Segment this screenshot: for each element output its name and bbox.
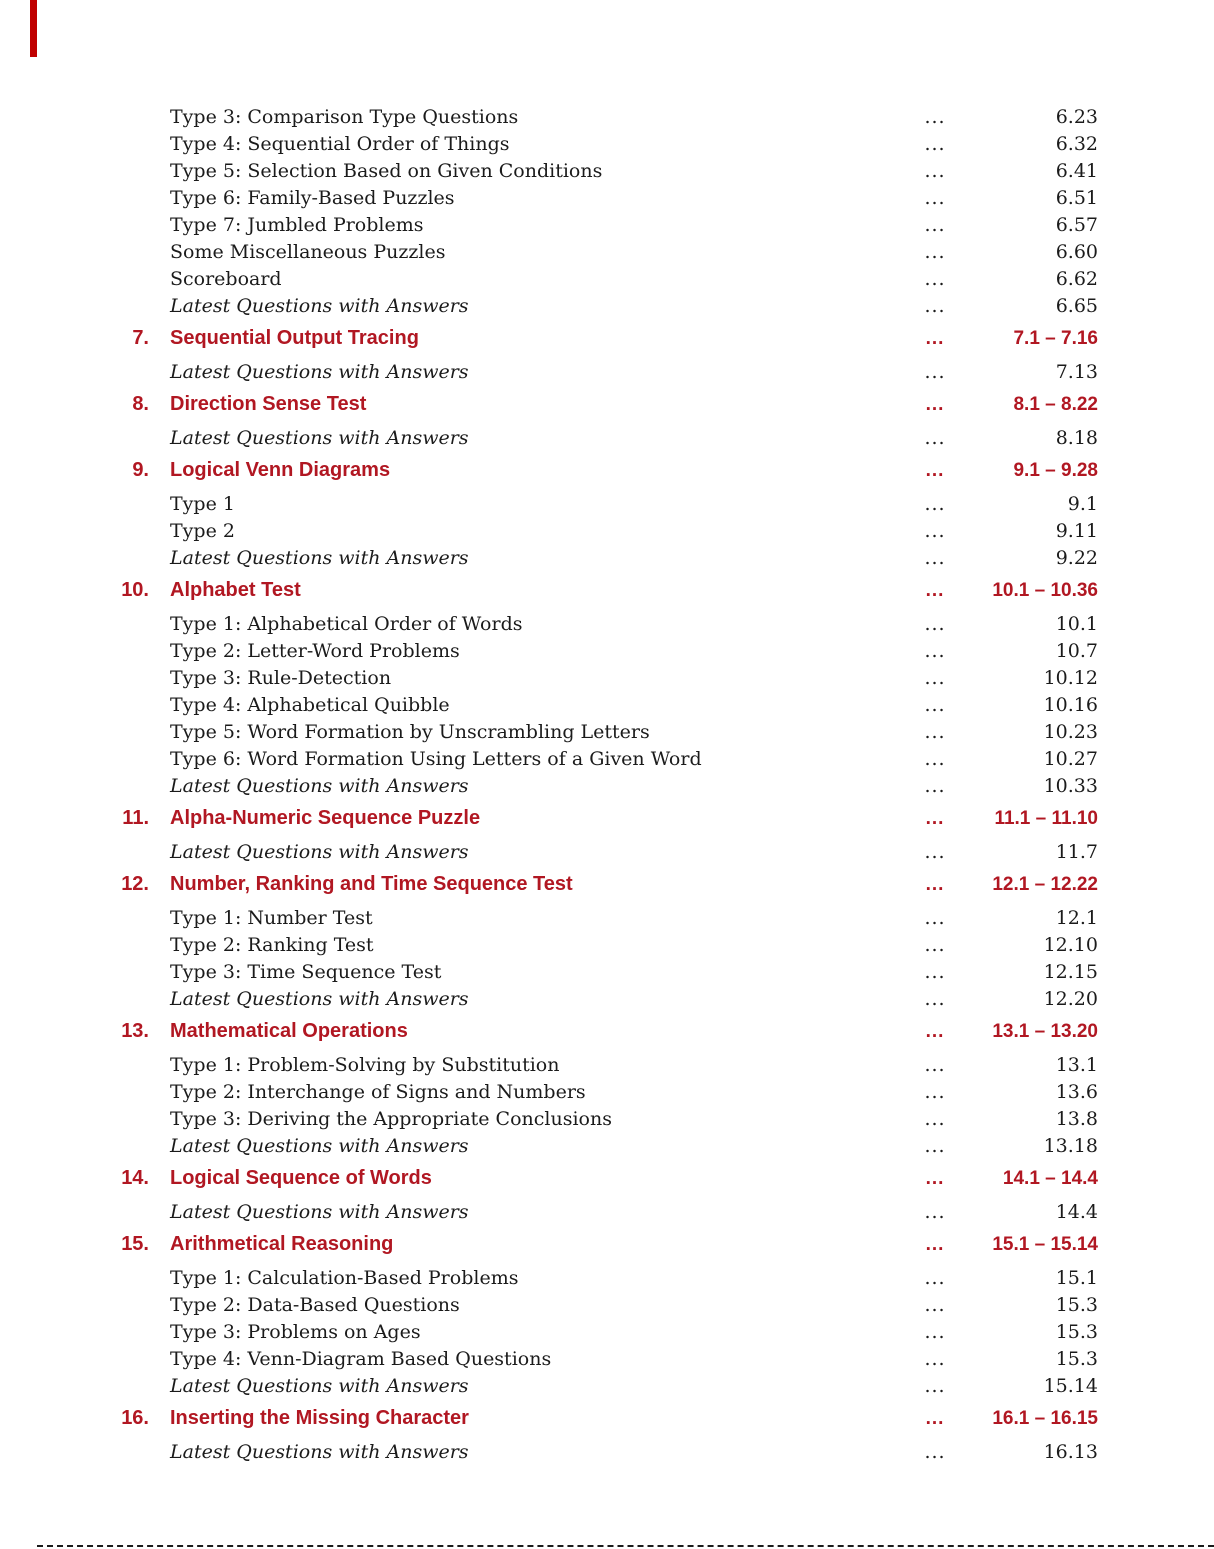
page-number: 13.18 (1043, 1134, 1098, 1157)
entry-title: Latest Questions with Answers (170, 840, 469, 863)
toc-entry-row (118, 1291, 1098, 1318)
dot-leader: ... (925, 1167, 945, 1189)
toc-entry-row (118, 772, 1098, 799)
dot-leader: ... (924, 159, 946, 182)
chapter-number: 14. (121, 1167, 149, 1189)
toc-entry-row (118, 838, 1098, 865)
toc-entry-row (118, 490, 1098, 517)
chapter-number: 12. (121, 873, 149, 895)
entry-title: Type 3: Time Sequence Test (170, 960, 442, 983)
page-number: 9.11 (1055, 519, 1098, 542)
toc-chapter-row (118, 577, 1098, 604)
entry-title: Latest Questions with Answers (170, 426, 469, 449)
entry-title: Type 4: Alphabetical Quibble (170, 693, 450, 716)
dot-leader: ... (924, 360, 946, 383)
entry-title: Alphabet Test (170, 579, 301, 601)
toc-entry-row (118, 358, 1098, 385)
toc-chapter-row (118, 1405, 1098, 1432)
page-number: 9.1 – 9.28 (1013, 459, 1098, 481)
dot-leader: ... (924, 105, 946, 128)
page-number: 10.1 – 10.36 (992, 579, 1098, 601)
dot-leader: ... (924, 747, 946, 770)
page-number: 14.4 (1055, 1200, 1098, 1223)
toc-entry-row (118, 1318, 1098, 1345)
chapter-number: 9. (132, 459, 149, 481)
page-number: 12.1 – 12.22 (992, 873, 1098, 895)
dot-leader: ... (924, 840, 946, 863)
dot-leader: ... (924, 267, 946, 290)
toc-entry-row (118, 931, 1098, 958)
entry-title: Type 6: Family-Based Puzzles (170, 186, 455, 209)
dot-leader: ... (924, 546, 946, 569)
chapter-number: 16. (121, 1407, 149, 1429)
toc-entry-row (118, 610, 1098, 637)
dot-leader: ... (924, 1107, 946, 1130)
dot-leader: ... (925, 1020, 945, 1042)
dot-leader: ... (924, 426, 946, 449)
dot-leader: ... (924, 639, 946, 662)
toc-entry-row (118, 1372, 1098, 1399)
page-number: 6.23 (1055, 105, 1098, 128)
page-number: 15.3 (1055, 1293, 1098, 1316)
dot-leader: ... (924, 1266, 946, 1289)
page-number: 10.16 (1043, 693, 1098, 716)
dot-leader: ... (924, 774, 946, 797)
dot-leader: ... (925, 459, 945, 481)
dot-leader: ... (925, 327, 945, 349)
entry-title: Some Miscellaneous Puzzles (170, 240, 446, 263)
page-number: 13.1 (1055, 1053, 1098, 1076)
chapter-number: 7. (132, 327, 149, 349)
page-number: 15.14 (1043, 1374, 1098, 1397)
entry-title: Logical Sequence of Words (170, 1167, 432, 1189)
toc-entry-row (118, 745, 1098, 772)
page-number: 15.1 (1055, 1266, 1098, 1289)
dot-leader: ... (925, 873, 945, 895)
entry-title: Type 2: Interchange of Signs and Numbers (170, 1080, 586, 1103)
toc-entry-row (118, 958, 1098, 985)
page-number: 10.7 (1055, 639, 1098, 662)
toc-entry-row (118, 985, 1098, 1012)
entry-title: Arithmetical Reasoning (170, 1233, 394, 1255)
table-of-contents (118, 103, 1098, 1465)
page-number: 7.13 (1055, 360, 1098, 383)
page-number: 9.1 (1067, 492, 1098, 515)
dot-leader: ... (924, 492, 946, 515)
page-number: 13.8 (1055, 1107, 1098, 1130)
dot-leader: ... (925, 807, 945, 829)
page-number: 7.1 – 7.16 (1013, 327, 1098, 349)
entry-title: Type 1: Calculation-Based Problems (170, 1266, 519, 1289)
dot-leader: ... (924, 1347, 946, 1370)
page-number: 13.6 (1055, 1080, 1098, 1103)
entry-title: Type 3: Rule-Detection (170, 666, 392, 689)
toc-chapter-row (118, 1165, 1098, 1192)
dot-leader: ... (924, 612, 946, 635)
toc-entry-row (118, 130, 1098, 157)
entry-title: Type 3: Problems on Ages (170, 1320, 421, 1343)
page-number: 6.41 (1055, 159, 1098, 182)
toc-entry-row (118, 637, 1098, 664)
dot-leader: ... (925, 579, 945, 601)
entry-title: Latest Questions with Answers (170, 987, 469, 1010)
entry-title: Direction Sense Test (170, 393, 367, 415)
entry-title: Type 1: Number Test (170, 906, 373, 929)
entry-title: Type 3: Comparison Type Questions (170, 105, 519, 128)
page-number: 15.3 (1055, 1320, 1098, 1343)
entry-title: Type 1 (170, 492, 235, 515)
page-number: 10.27 (1043, 747, 1098, 770)
chapter-number: 15. (121, 1233, 149, 1255)
dot-leader: ... (924, 693, 946, 716)
dot-leader: ... (924, 720, 946, 743)
entry-title: Type 2: Letter-Word Problems (170, 639, 460, 662)
dot-leader: ... (925, 1233, 945, 1255)
dot-leader: ... (924, 132, 946, 155)
entry-title: Type 1: Alphabetical Order of Words (170, 612, 523, 635)
toc-entry-row (118, 1345, 1098, 1372)
toc-entry-row (118, 904, 1098, 931)
dot-leader: ... (924, 1293, 946, 1316)
chapter-number: 11. (122, 807, 149, 829)
page-number: 9.22 (1055, 546, 1098, 569)
dot-leader: ... (924, 906, 946, 929)
dot-leader: ... (924, 933, 946, 956)
entry-title: Type 3: Deriving the Appropriate Conclusions (170, 1107, 612, 1130)
entry-title: Type 1: Problem-Solving by Substitution (170, 1053, 560, 1076)
page-number: 11.7 (1055, 840, 1098, 863)
toc-entry-row (118, 1198, 1098, 1225)
page-number: 13.1 – 13.20 (992, 1020, 1098, 1042)
page-number: 15.1 – 15.14 (992, 1233, 1098, 1255)
toc-entry-row (118, 1438, 1098, 1465)
chapter-number: 13. (121, 1020, 149, 1042)
dot-leader: ... (924, 186, 946, 209)
dot-leader: ... (924, 960, 946, 983)
toc-chapter-row (118, 391, 1098, 418)
page-number: 14.1 – 14.4 (1002, 1167, 1098, 1189)
dot-leader: ... (924, 987, 946, 1010)
entry-title: Type 5: Selection Based on Given Conditions (170, 159, 603, 182)
page-number: 10.12 (1043, 666, 1098, 689)
dot-leader: ... (925, 1407, 945, 1429)
chapter-number: 8. (132, 393, 149, 415)
entry-title: Number, Ranking and Time Sequence Test (170, 873, 573, 895)
toc-chapter-row (118, 805, 1098, 832)
page-number: 16.13 (1043, 1440, 1098, 1463)
page-number: 6.65 (1055, 294, 1098, 317)
toc-entry-row (118, 1078, 1098, 1105)
toc-entry-row (118, 1051, 1098, 1078)
page-border-bottom-dashed (37, 1545, 1214, 1547)
toc-entry-row (118, 664, 1098, 691)
page-number: 12.20 (1043, 987, 1098, 1010)
entry-title: Type 5: Word Formation by Unscrambling Letters (170, 720, 650, 743)
page-number: 11.1 – 11.10 (994, 807, 1098, 829)
page-number: 6.51 (1055, 186, 1098, 209)
entry-title: Mathematical Operations (170, 1020, 408, 1042)
toc-entry-row (118, 292, 1098, 319)
page-number: 6.62 (1055, 267, 1098, 290)
page-number: 6.60 (1055, 240, 1098, 263)
entry-title: Latest Questions with Answers (170, 774, 469, 797)
toc-entry-row (118, 1264, 1098, 1291)
dot-leader: ... (924, 1080, 946, 1103)
entry-title: Latest Questions with Answers (170, 294, 469, 317)
entry-title: Latest Questions with Answers (170, 1374, 469, 1397)
dot-leader: ... (924, 213, 946, 236)
dot-leader: ... (924, 519, 946, 542)
entry-title: Latest Questions with Answers (170, 1440, 469, 1463)
toc-entry-row (118, 691, 1098, 718)
entry-title: Type 4: Sequential Order of Things (170, 132, 510, 155)
page-number: 8.18 (1055, 426, 1098, 449)
toc-chapter-row (118, 871, 1098, 898)
page-number: 12.15 (1043, 960, 1098, 983)
entry-title: Sequential Output Tracing (170, 327, 419, 349)
entry-title: Logical Venn Diagrams (170, 459, 391, 481)
dot-leader: ... (924, 1200, 946, 1223)
dot-leader: ... (924, 294, 946, 317)
toc-entry-row (118, 424, 1098, 451)
page-number: 8.1 – 8.22 (1013, 393, 1098, 415)
entry-title: Type 2: Data-Based Questions (170, 1293, 460, 1316)
toc-entry-row (118, 211, 1098, 238)
toc-entry-row (118, 265, 1098, 292)
entry-title: Type 2 (170, 519, 235, 542)
toc-entry-row (118, 517, 1098, 544)
page-number: 15.3 (1055, 1347, 1098, 1370)
dot-leader: ... (925, 393, 945, 415)
entry-title: Inserting the Missing Character (170, 1407, 469, 1429)
dot-leader: ... (924, 1134, 946, 1157)
dot-leader: ... (924, 1440, 946, 1463)
toc-entry-row (118, 103, 1098, 130)
toc-chapter-row (118, 457, 1098, 484)
entry-title: Latest Questions with Answers (170, 360, 469, 383)
entry-title: Latest Questions with Answers (170, 1200, 469, 1223)
page-number: 10.33 (1043, 774, 1098, 797)
chapter-number: 10. (121, 579, 149, 601)
dot-leader: ... (924, 1053, 946, 1076)
page-number: 16.1 – 16.15 (992, 1407, 1098, 1429)
page-border-left-red (30, 0, 37, 57)
dot-leader: ... (924, 666, 946, 689)
dot-leader: ... (924, 1374, 946, 1397)
page-number: 10.1 (1055, 612, 1098, 635)
toc-entry-row (118, 184, 1098, 211)
toc-entry-row (118, 718, 1098, 745)
entry-title: Latest Questions with Answers (170, 1134, 469, 1157)
page-number: 12.10 (1043, 933, 1098, 956)
toc-entry-row (118, 157, 1098, 184)
entry-title: Alpha-Numeric Sequence Puzzle (170, 807, 481, 829)
page-number: 12.1 (1055, 906, 1098, 929)
entry-title: Type 6: Word Formation Using Letters of a Given Word (170, 747, 702, 770)
entry-title: Type 2: Ranking Test (170, 933, 374, 956)
entry-title: Scoreboard (170, 267, 282, 290)
dot-leader: ... (924, 240, 946, 263)
toc-chapter-row (118, 1018, 1098, 1045)
toc-chapter-row (118, 1231, 1098, 1258)
dot-leader: ... (924, 1320, 946, 1343)
toc-entry-row (118, 1132, 1098, 1159)
entry-title: Type 4: Venn-Diagram Based Questions (170, 1347, 552, 1370)
entry-title: Latest Questions with Answers (170, 546, 469, 569)
toc-entry-row (118, 544, 1098, 571)
toc-chapter-row (118, 325, 1098, 352)
page-number: 6.32 (1055, 132, 1098, 155)
page-number: 10.23 (1043, 720, 1098, 743)
page-number: 6.57 (1055, 213, 1098, 236)
toc-entry-row (118, 1105, 1098, 1132)
entry-title: Type 7: Jumbled Problems (170, 213, 424, 236)
toc-entry-row (118, 238, 1098, 265)
